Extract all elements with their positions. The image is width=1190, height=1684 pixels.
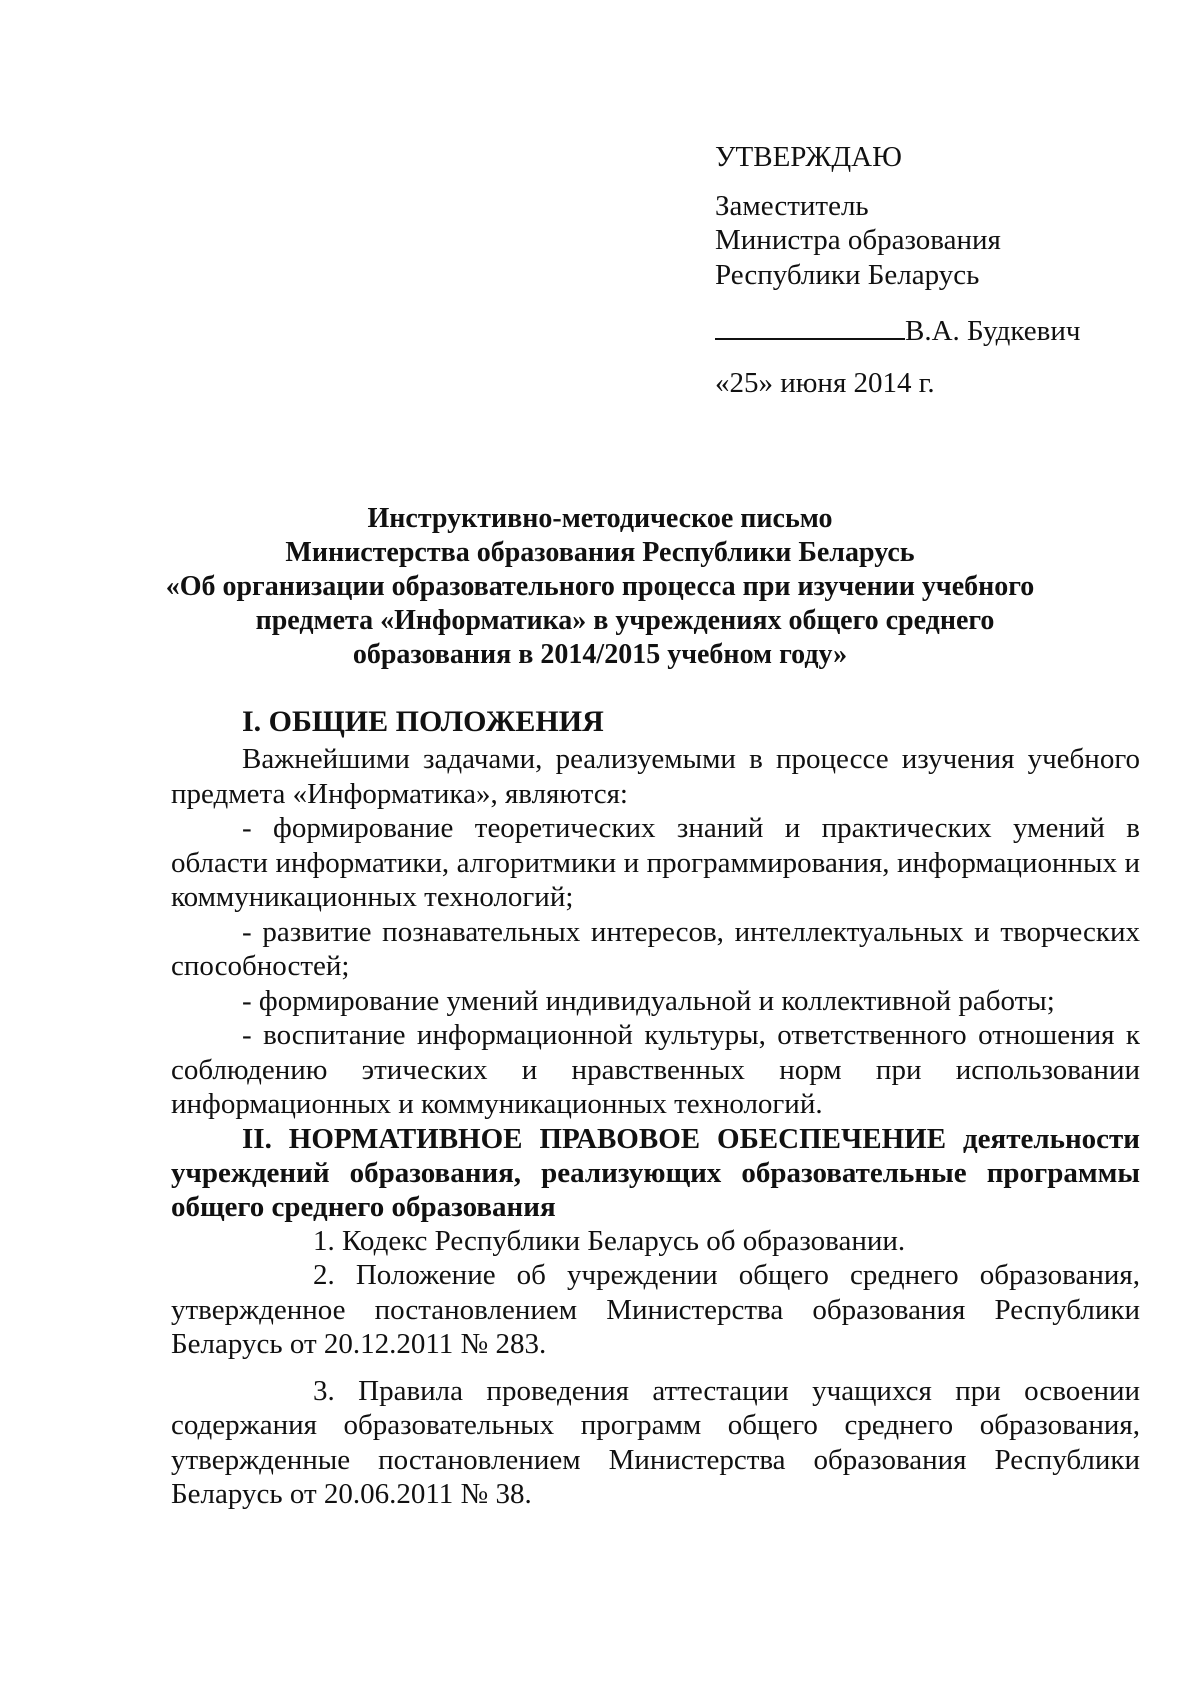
title-line: Инструктивно-методическое письмо bbox=[367, 503, 833, 534]
item-text: Кодекс Республики Беларусь об образовании. bbox=[342, 1224, 906, 1257]
signature-line bbox=[715, 312, 905, 340]
document-title bbox=[150, 502, 1050, 672]
list-item bbox=[171, 1224, 1140, 1259]
item-number: 1. bbox=[313, 1224, 335, 1257]
approval-position-line: Республики Беларусь bbox=[715, 258, 980, 291]
signatory-name: В.А. Будкевич bbox=[905, 315, 1081, 347]
list-item: - формирование умений индивидуальной и коллективной работы; bbox=[242, 984, 1055, 1017]
title-line: образования в 2014/2015 учебном году» bbox=[352, 639, 848, 670]
approval-position-line: Министра образования bbox=[715, 224, 1001, 256]
item-text: Положение об учреждении общего среднего образования, утвержденное постановлением Министерства образования Республики Беларусь от 20.12.2011 № 283. bbox=[171, 1259, 1140, 1360]
title-line: «Об организации образовательного процесса при изучении учебного bbox=[165, 571, 1035, 602]
list-item: - развитие познавательных интересов, интеллектуальных и творческих способностей; bbox=[171, 915, 1140, 982]
approval-date: «25» июня 2014 г. bbox=[715, 367, 935, 399]
approval-block bbox=[715, 140, 1155, 292]
section-intro: Важнейшими задачами, реализуемыми в процессе изучения учебного предмета «Информатика», являются: bbox=[171, 743, 1140, 810]
list-item: - воспитание информационной культуры, ответственного отношения к соблюдению этических и нравственных норм при использовании информационных и коммуникационных технологий. bbox=[171, 1019, 1140, 1120]
list-item: - формирование теоретических знаний и практических умений в области информатики, алгоритмики и программирования, информационных и коммуникационных технологий; bbox=[171, 812, 1140, 913]
list-item bbox=[171, 1374, 1140, 1512]
item-number: 3. bbox=[313, 1374, 335, 1407]
approval-position-line: Заместитель bbox=[715, 189, 869, 222]
signature-row bbox=[715, 312, 1080, 349]
document-body bbox=[171, 702, 1140, 1512]
approval-heading: УТВЕРЖДАЮ bbox=[715, 141, 902, 173]
title-line: Министерства образования Республики Беларусь bbox=[285, 537, 915, 568]
title-line: предмета «Информатика» в учреждениях общего среднего bbox=[255, 605, 995, 636]
item-text: Правила проведения аттестации учащихся при освоении содержания образовательных программ общего среднего образования, утвержденные постановлением Министерства образования Республики Беларусь от 20.06.2011 № 38. bbox=[171, 1374, 1141, 1510]
section-heading: I. ОБЩИЕ ПОЛОЖЕНИЯ bbox=[242, 705, 604, 738]
item-number: 2. bbox=[313, 1259, 335, 1291]
list-item bbox=[171, 1258, 1140, 1362]
section-heading: II. НОРМАТИВНОЕ ПРАВОВОЕ ОБЕСПЕЧЕНИЕ деятельности учреждений образования, реализующих образовательные программы общего среднего образования bbox=[171, 1122, 1140, 1223]
